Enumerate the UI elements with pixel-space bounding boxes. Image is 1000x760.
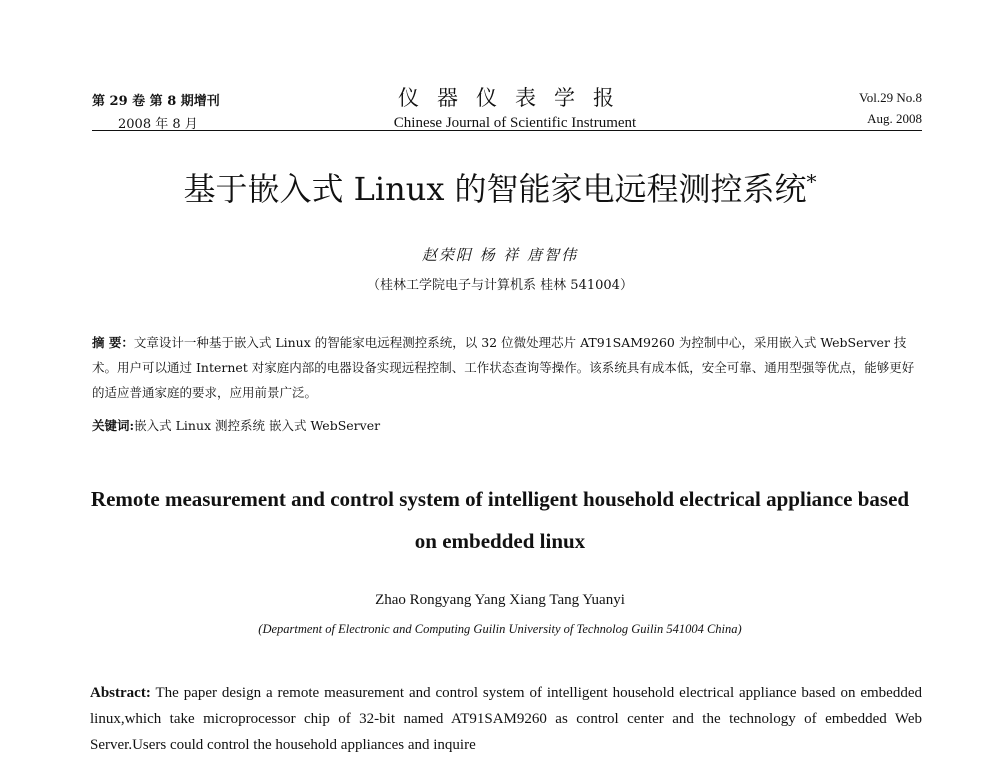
keywords-cn-text: 嵌入式 Linux 测控系统 嵌入式 WebServer (134, 418, 381, 433)
journal-name-en: Chinese Journal of Scientific Instrument (393, 115, 637, 131)
issue-date-cn: 2008 年 8 月 (118, 117, 198, 132)
abstract-cn (92, 330, 922, 405)
abstract-cn-text: 文章设计一种基于嵌入式 Linux 的智能家电远程测控系统，以 32 位微处理芯片 AT91SAM9260 为控制中心，采用嵌入式 WebServer 技术。用户可以通过 Internet 对家庭内部的电器设备实现远程控制、工作状态查询等操作。该系统具有成本低，安全可靠、通用型强等优点，能够更好的适应普通家庭的要求，应用前景广泛。 (92, 335, 915, 400)
abstract-cn-label: 摘 要： (92, 335, 134, 350)
journal-issue-info (92, 90, 272, 132)
abstract-en (90, 680, 922, 758)
affiliation-en: (Department of Electronic and Computing Guilin University of Technolog Guilin 541004 China) (258, 622, 742, 636)
affiliation-cn: （桂林工学院电子与计算机系 桂林 541004） (367, 278, 633, 293)
abstract-en-label: Abstract: (90, 685, 151, 701)
authors-cn: 赵荣阳 杨 祥 唐智伟 (421, 246, 579, 264)
paper-title-cn (0, 164, 1000, 210)
paper-title-en: Remote measurement and control system of intelligent household electrical appliance based on embedded linux (90, 487, 910, 553)
issue-date-en: Aug. 2008 (867, 111, 922, 126)
journal-volume-info (859, 90, 922, 127)
paper-title-cn-text: 基于嵌入式 Linux 的智能家电远程测控系统 (183, 170, 807, 208)
keywords-cn-label: 关键词: (92, 418, 135, 433)
journal-name-cn: 仪器仪表学报 (398, 86, 632, 110)
volume-issue: 第 29 卷 第 8 期增刊 (92, 94, 220, 109)
keywords-cn (92, 416, 922, 434)
authors-en: Zhao Rongyang Yang Xiang Tang Yuanyi (375, 592, 625, 608)
volume-number-en: Vol.29 No.8 (859, 90, 922, 105)
abstract-en-text: The paper design a remote measurement and control system of intelligent household electrical appliance based on embedded linux,which take microprocessor chip of 32-bit named AT91SAM9260 as control center and the technology of embedded Web Server.Users could control the household appliances and inquire (90, 685, 922, 753)
journal-name (330, 82, 700, 132)
title-footnote-mark: * (806, 169, 817, 194)
header-rule (92, 130, 922, 131)
